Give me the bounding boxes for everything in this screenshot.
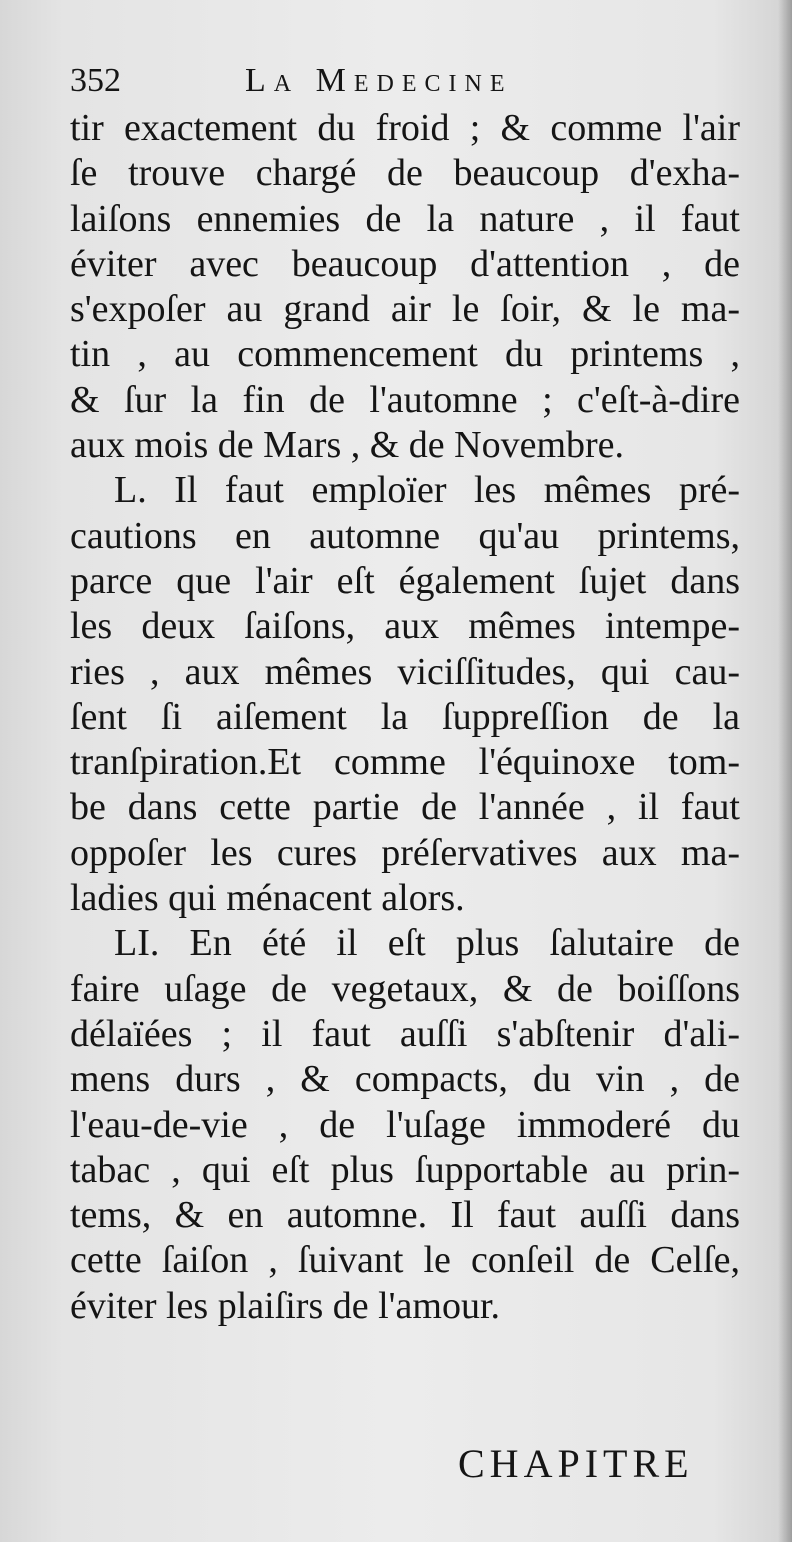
text-line: parce que l'air eſt également ſujet dans xyxy=(70,559,740,602)
text-line: tin , au commencement du printems , xyxy=(70,333,740,376)
text-line: ladies qui ménacent alors. xyxy=(70,877,465,920)
text-line: ſent ſi aiſement la ſuppreſſion de la xyxy=(70,695,740,738)
page-header xyxy=(70,62,740,108)
catchword: CHAPITRE xyxy=(458,1441,694,1486)
text-line: délaïées ; il faut auſſi s'abſtenir d'ali- xyxy=(70,1012,740,1055)
text-line: mens durs , & compacts, du vin , de xyxy=(70,1058,740,1101)
text-line: tir exactement du froid ; & comme l'air xyxy=(70,107,740,149)
paragraph-start-LI: LI. En été il eſt plus ſalutaire de xyxy=(114,922,740,965)
text-line: l'eau-de-vie , de l'uſage immoderé du xyxy=(70,1103,740,1146)
text-line: ries , aux mêmes viciſſitudes, qui cau- xyxy=(70,650,740,693)
text-line: tabac , qui eſt plus ſupportable au prin- xyxy=(70,1148,740,1191)
text-line: ſe trouve chargé de beaucoup d'exha- xyxy=(70,152,740,195)
text-line: les deux ſaiſons, aux mêmes intempe- xyxy=(70,605,740,648)
text-line: oppoſer les cures préſervatives aux ma- xyxy=(70,831,740,874)
text-line: cautions en automne qu'au printems, xyxy=(70,514,740,557)
body-text xyxy=(70,106,740,1329)
page-edge-shadow xyxy=(778,0,792,1542)
text-line: faire uſage de vegetaux, & de boiſſons xyxy=(70,967,740,1010)
paragraph-start-L: L. Il faut emploïer les mêmes pré- xyxy=(114,469,740,512)
text-line: éviter les plaiſirs de l'amour. xyxy=(70,1284,501,1327)
text-line: aux mois de Mars , & de Novembre. xyxy=(70,424,625,467)
page-number: 352 xyxy=(70,62,121,99)
text-line: be dans cette partie de l'année , il faut xyxy=(70,786,740,829)
text-line: laiſons ennemies de la nature , il faut xyxy=(70,197,740,240)
running-head: La Medecine xyxy=(245,62,513,99)
text-line: éviter avec beaucoup d'attention , de xyxy=(70,242,740,285)
text-line: tems, & en automne. Il faut auſſi dans xyxy=(70,1194,740,1237)
text-line: s'expoſer au grand air le ſoir, & le ma- xyxy=(70,288,740,331)
text-line: cette ſaiſon , ſuivant le conſeil de Celſe, xyxy=(70,1239,740,1282)
text-line: & ſur la fin de l'automne ; c'eſt-à-dire xyxy=(70,378,740,421)
text-line: tranſpiration.Et comme l'équinoxe tom- xyxy=(70,741,740,784)
